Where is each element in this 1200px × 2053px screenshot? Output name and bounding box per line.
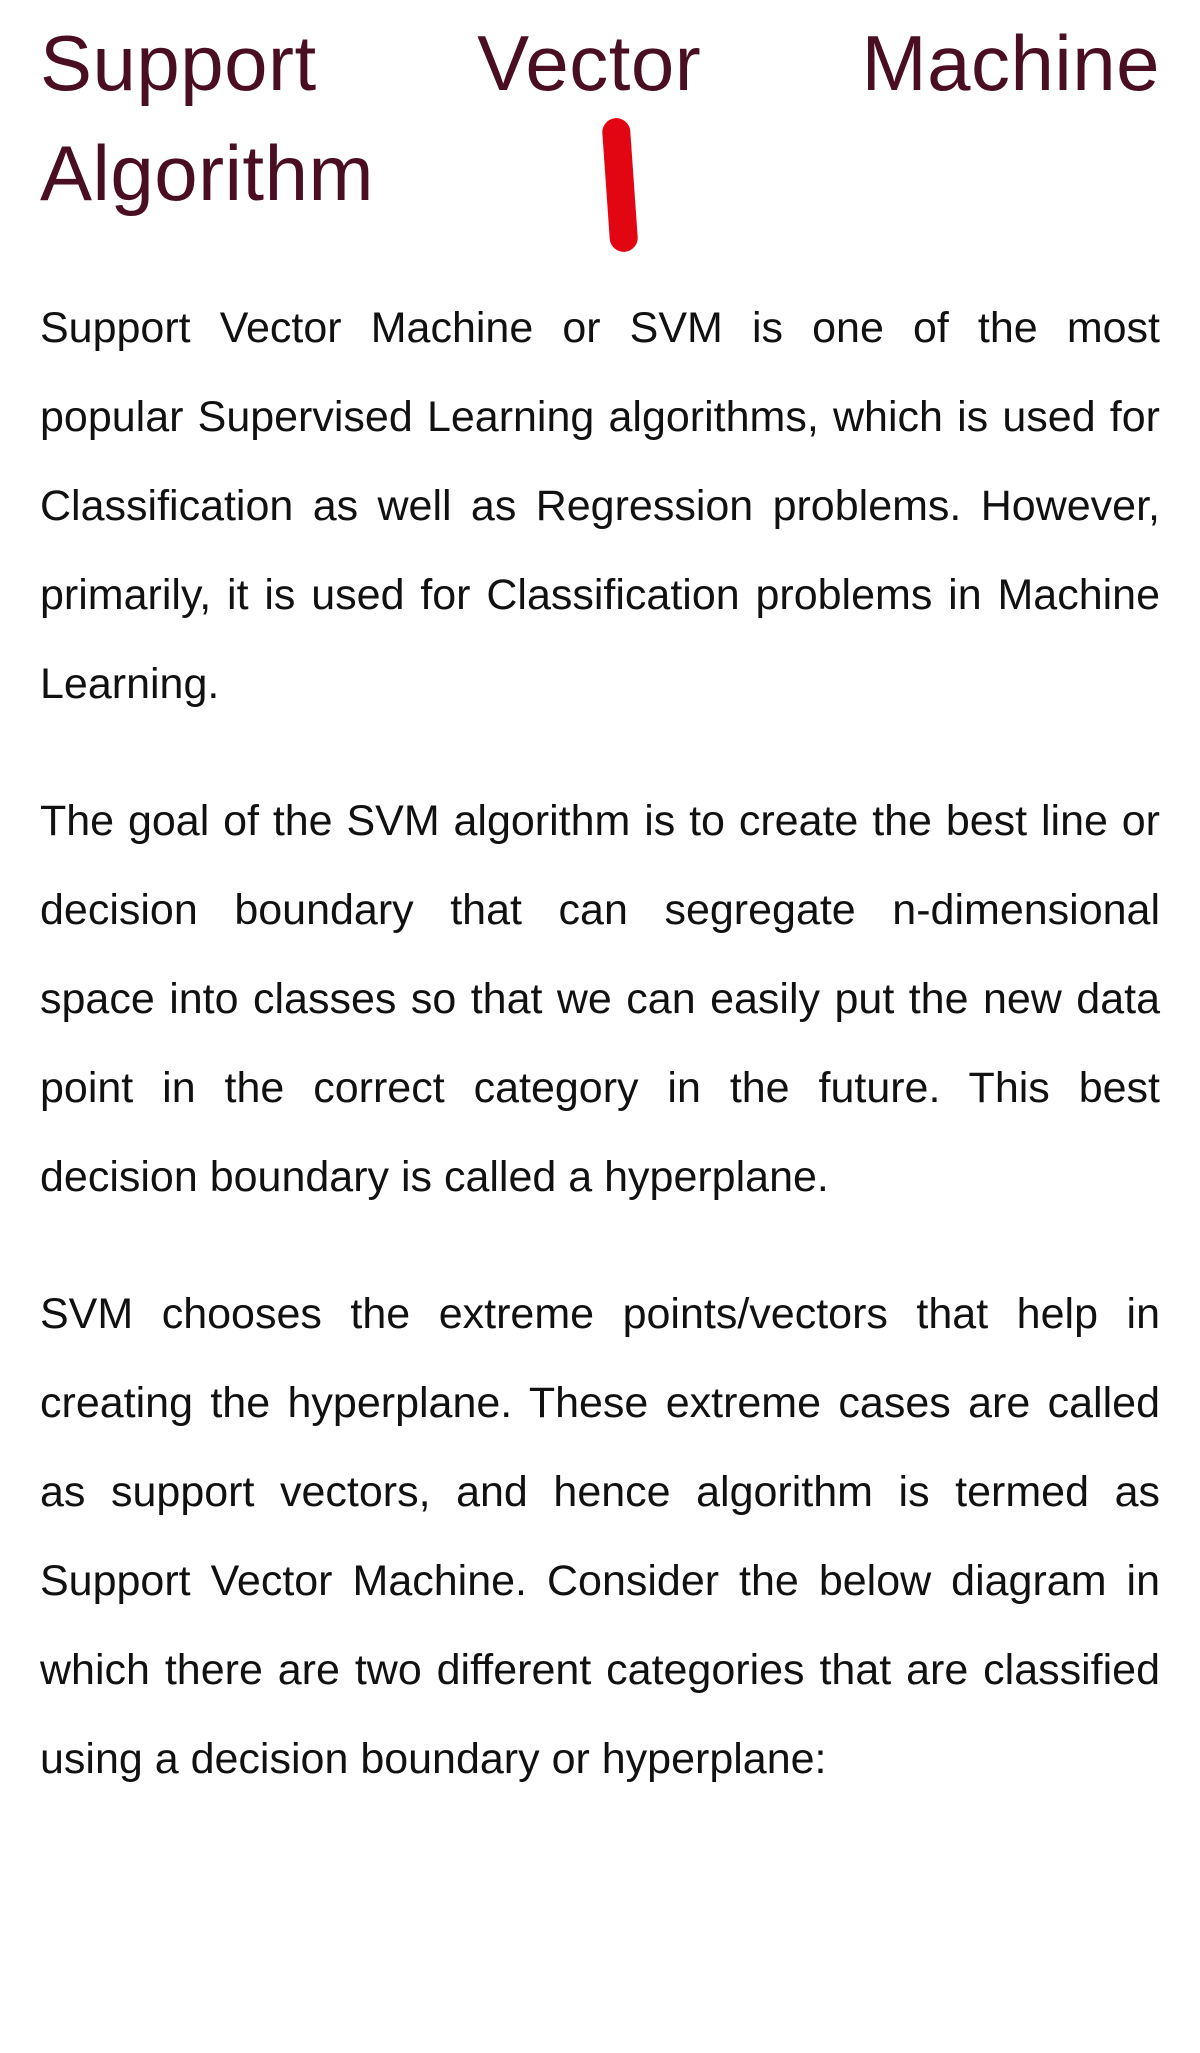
paragraph-support-vectors: SVM chooses the extreme points/vectors that help in creating the hyperplane. These extreme cases are called as support vectors, and hence algorithm is termed as Support Vector Machine. Consider the below diagram in which there are two different categories that are classified using a decision boundary or hyperplane:	[40, 1290, 1160, 1783]
page-title: Support Vector Machine Algorithm	[40, 19, 1160, 217]
paragraph-goal: The goal of the SVM algorithm is to create the best line or decision boundary that can segregate n-dimensional space into classes so that we can easily put the new data point in the correct category in the future. This best decision boundary is called a hyperplane.	[40, 797, 1160, 1201]
paragraph-intro: Support Vector Machine or SVM is one of the most popular Supervised Learning algorithms, which is used for Classification as well as Regression problems. However, primarily, it is used for Classification problems in Machine Learning.	[40, 304, 1160, 708]
article	[40, 0, 1160, 1804]
